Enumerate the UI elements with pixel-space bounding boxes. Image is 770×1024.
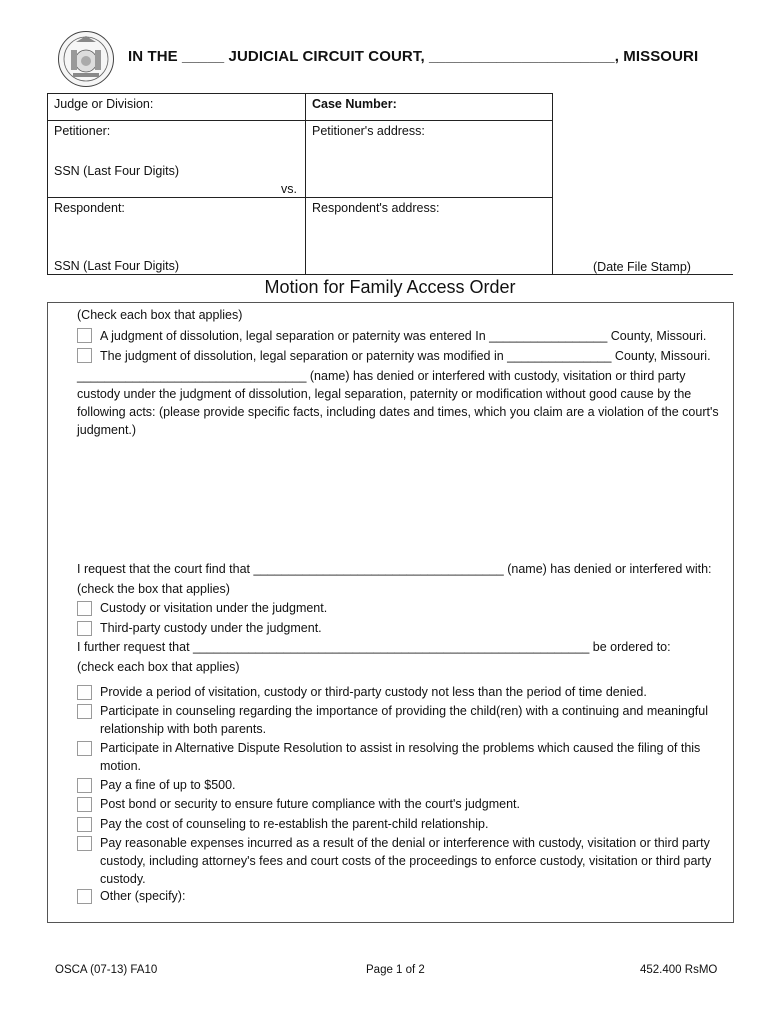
statement-line-1: _________________________________ (name) has denied or interfered with custody, visitation or third party — [77, 369, 686, 383]
court-title: IN THE _____ JUDICIAL CIRCUIT COURT, ______________________, MISSOURI — [128, 48, 699, 65]
form-title: Motion for Family Access Order — [264, 277, 516, 297]
form-code: OSCA (07-13) FA10 — [55, 964, 158, 976]
checkbox-judgment-modified[interactable] — [77, 348, 92, 363]
respondent-address-label: Respondent's address: — [312, 201, 440, 215]
option-third-party-custody: Third-party custody under the judgment. — [100, 621, 322, 635]
option-adr: Participate in Alternative Dispute Resolution to assist in resolving the problems which caused the filing of this motion. — [100, 741, 701, 773]
respondent-ssn-label: SSN (Last Four Digits) — [54, 259, 180, 273]
petitioner-address-label: Petitioner's address: — [312, 124, 425, 138]
section2-instruction: (check the box that applies) — [77, 582, 230, 596]
page-number: Page 1 of 2 — [366, 964, 425, 976]
checkbox-adr[interactable] — [77, 741, 92, 756]
petitioner-address-field[interactable] — [306, 121, 553, 198]
option-judgment-entered: A judgment of dissolution, legal separation or paternity was entered In _________________ County, Missouri. — [100, 329, 707, 343]
case-number-label: Case Number: — [312, 97, 397, 111]
statement-line-3: following acts: (please provide specific facts, including dates and times, which you claim are a violation of the court's — [77, 405, 719, 419]
statement-line-2: custody under the judgment of dissolution, legal separation, paternity or modification without good cause by the — [77, 387, 692, 401]
caption-bottom-rule — [47, 274, 554, 275]
case-caption-table — [47, 93, 553, 275]
checkbox-reasonable-expenses[interactable] — [77, 836, 92, 851]
checkbox-counseling-cost[interactable] — [77, 817, 92, 832]
section1-instruction: (Check each box that applies) — [77, 308, 243, 322]
date-stamp-rule — [553, 274, 733, 275]
option-other: Other (specify): — [100, 889, 186, 903]
section2-request-line: I request that the court find that ____________________________________ (name) has denied or interfered with: — [77, 562, 712, 576]
petitioner-ssn-label: SSN (Last Four Digits) — [54, 164, 180, 178]
option-counseling: Participate in counseling regarding the importance of providing the child(ren) with a continuing and meaningful relationship with both parents. — [100, 704, 709, 736]
missouri-state-seal-icon — [57, 30, 115, 88]
date-file-stamp-label: (Date File Stamp) — [593, 260, 691, 274]
checkbox-provide-visitation[interactable] — [77, 685, 92, 700]
petitioner-field[interactable] — [48, 121, 306, 198]
checkbox-judgment-entered[interactable] — [77, 328, 92, 343]
checkbox-other[interactable] — [77, 889, 92, 904]
option-counseling-cost: Pay the cost of counseling to re-establish the parent-child relationship. — [100, 817, 489, 831]
respondent-address-field[interactable] — [306, 198, 553, 275]
facts-writing-area[interactable] — [77, 443, 717, 553]
petitioner-label: Petitioner: — [54, 124, 111, 138]
checkbox-post-bond[interactable] — [77, 797, 92, 812]
respondent-label: Respondent: — [54, 201, 125, 215]
motion-body — [47, 302, 734, 923]
vs-label: vs. — [281, 182, 297, 196]
statement-line-4: judgment.) — [77, 423, 137, 437]
statute-reference: 452.400 RsMO — [640, 964, 718, 976]
option-judgment-modified: The judgment of dissolution, legal separation or paternity was modified in _______________ County, Missouri. — [100, 349, 711, 363]
option-custody-visitation: Custody or visitation under the judgment. — [100, 601, 328, 615]
section3-request-line: I further request that _________________________________________________________ be ordered to: — [77, 640, 671, 654]
checkbox-fine[interactable] — [77, 778, 92, 793]
checkbox-custody-visitation[interactable] — [77, 601, 92, 616]
checkbox-counseling[interactable] — [77, 704, 92, 719]
option-post-bond: Post bond or security to ensure future compliance with the court's judgment. — [100, 797, 520, 811]
checkbox-third-party-custody[interactable] — [77, 621, 92, 636]
option-provide-visitation: Provide a period of visitation, custody or third-party custody not less than the period of time denied. — [100, 685, 647, 699]
respondent-field[interactable] — [48, 198, 306, 275]
option-fine: Pay a fine of up to $500. — [100, 778, 236, 792]
case-number-field[interactable] — [306, 94, 553, 121]
option-reasonable-expenses: Pay reasonable expenses incurred as a result of the denial or interference with custody, visitation or third party custody, including attorney's fees and court costs of the proceedings to enforce custody, visitation or third party custody. — [100, 836, 712, 886]
section3-instruction: (check each box that applies) — [77, 660, 240, 674]
judge-division-label: Judge or Division: — [54, 97, 154, 111]
judge-division-field[interactable] — [48, 94, 306, 121]
